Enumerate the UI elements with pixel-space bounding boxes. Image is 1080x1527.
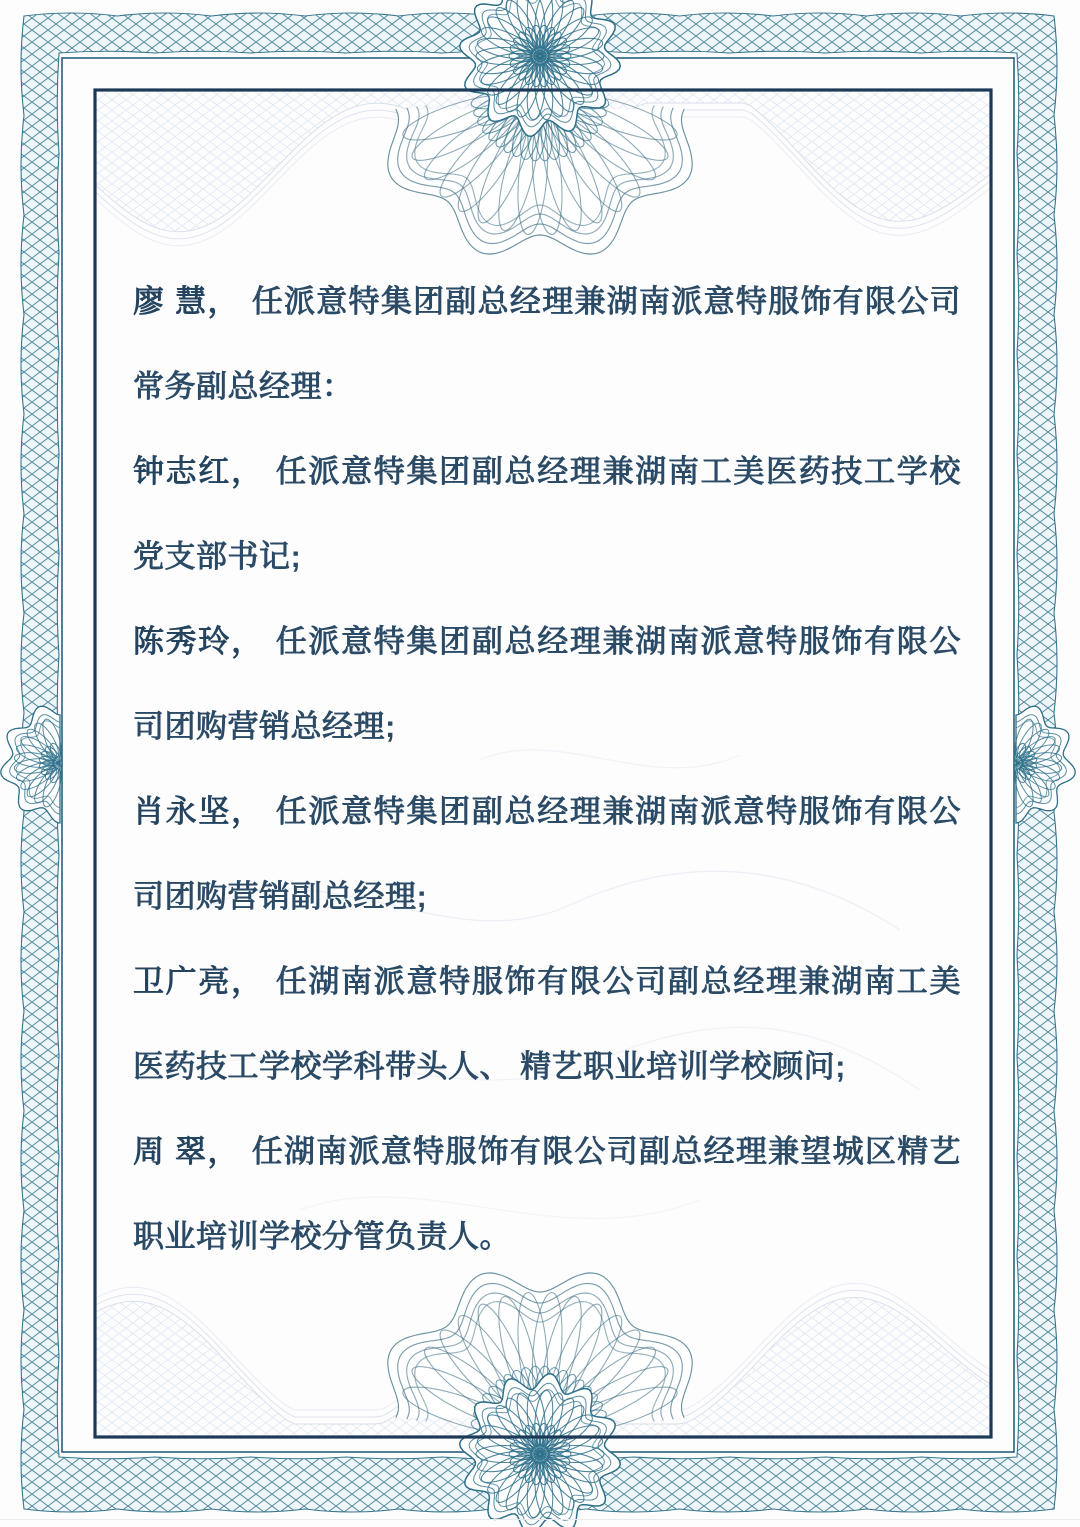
appointment-paragraph <box>133 429 961 599</box>
person-name: 卫广亮 <box>133 964 232 999</box>
appointment-line <box>133 1109 961 1194</box>
appointment-paragraph <box>133 1109 961 1279</box>
appointment-text: 任派意特集团副总经理兼湖南派意特服饰有限公司 <box>251 284 962 319</box>
appointment-text: 任湖南派意特服饰有限公司副总经理兼望城区精艺 <box>251 1134 962 1169</box>
appointment-list <box>133 259 961 1279</box>
appointment-line <box>133 599 961 684</box>
appointment-paragraph <box>133 769 961 939</box>
appointment-line: 党支部书记; <box>133 539 302 574</box>
appointment-text: 任湖南派意特服饰有限公司副总经理兼湖南工美 <box>275 964 961 999</box>
comma-punctuation: ， <box>207 284 240 319</box>
appointment-text: 任派意特集团副总经理兼湖南派意特服饰有限公 <box>275 624 961 659</box>
person-name: 陈秀玲 <box>133 624 232 659</box>
comma-punctuation: ， <box>231 624 264 659</box>
appointment-line <box>133 429 961 514</box>
appointment-paragraph <box>133 939 961 1109</box>
comma-punctuation: ， <box>231 964 264 999</box>
appointment-paragraph <box>133 599 961 769</box>
person-name: 廖 慧 <box>133 284 208 319</box>
appointment-text: 任派意特集团副总经理兼湖南工美医药技工学校 <box>275 454 961 489</box>
appointment-line <box>133 939 961 1024</box>
appointment-text: 任派意特集团副总经理兼湖南派意特服饰有限公 <box>275 794 961 829</box>
person-name: 钟志红 <box>133 454 232 489</box>
appointment-paragraph <box>133 259 961 429</box>
appointment-line: 司团购营销副总经理; <box>133 879 428 914</box>
photo-bottom-edge <box>0 1519 1080 1520</box>
comma-punctuation: ， <box>207 1134 240 1169</box>
appointment-line <box>133 259 961 344</box>
appointment-line: 常务副总经理： <box>133 369 354 404</box>
person-name: 肖永坚 <box>133 794 232 829</box>
appointment-line: 职业培训学校分管负责人。 <box>133 1219 511 1254</box>
appointment-line: 医药技工学校学科带头人、 精艺职业培训学校顾问; <box>133 1049 846 1084</box>
comma-punctuation: ， <box>231 794 264 829</box>
appointment-line <box>133 769 961 854</box>
appointment-line: 司团购营销总经理; <box>133 709 396 744</box>
comma-punctuation: ， <box>231 454 264 489</box>
person-name: 周 翠 <box>133 1134 208 1169</box>
